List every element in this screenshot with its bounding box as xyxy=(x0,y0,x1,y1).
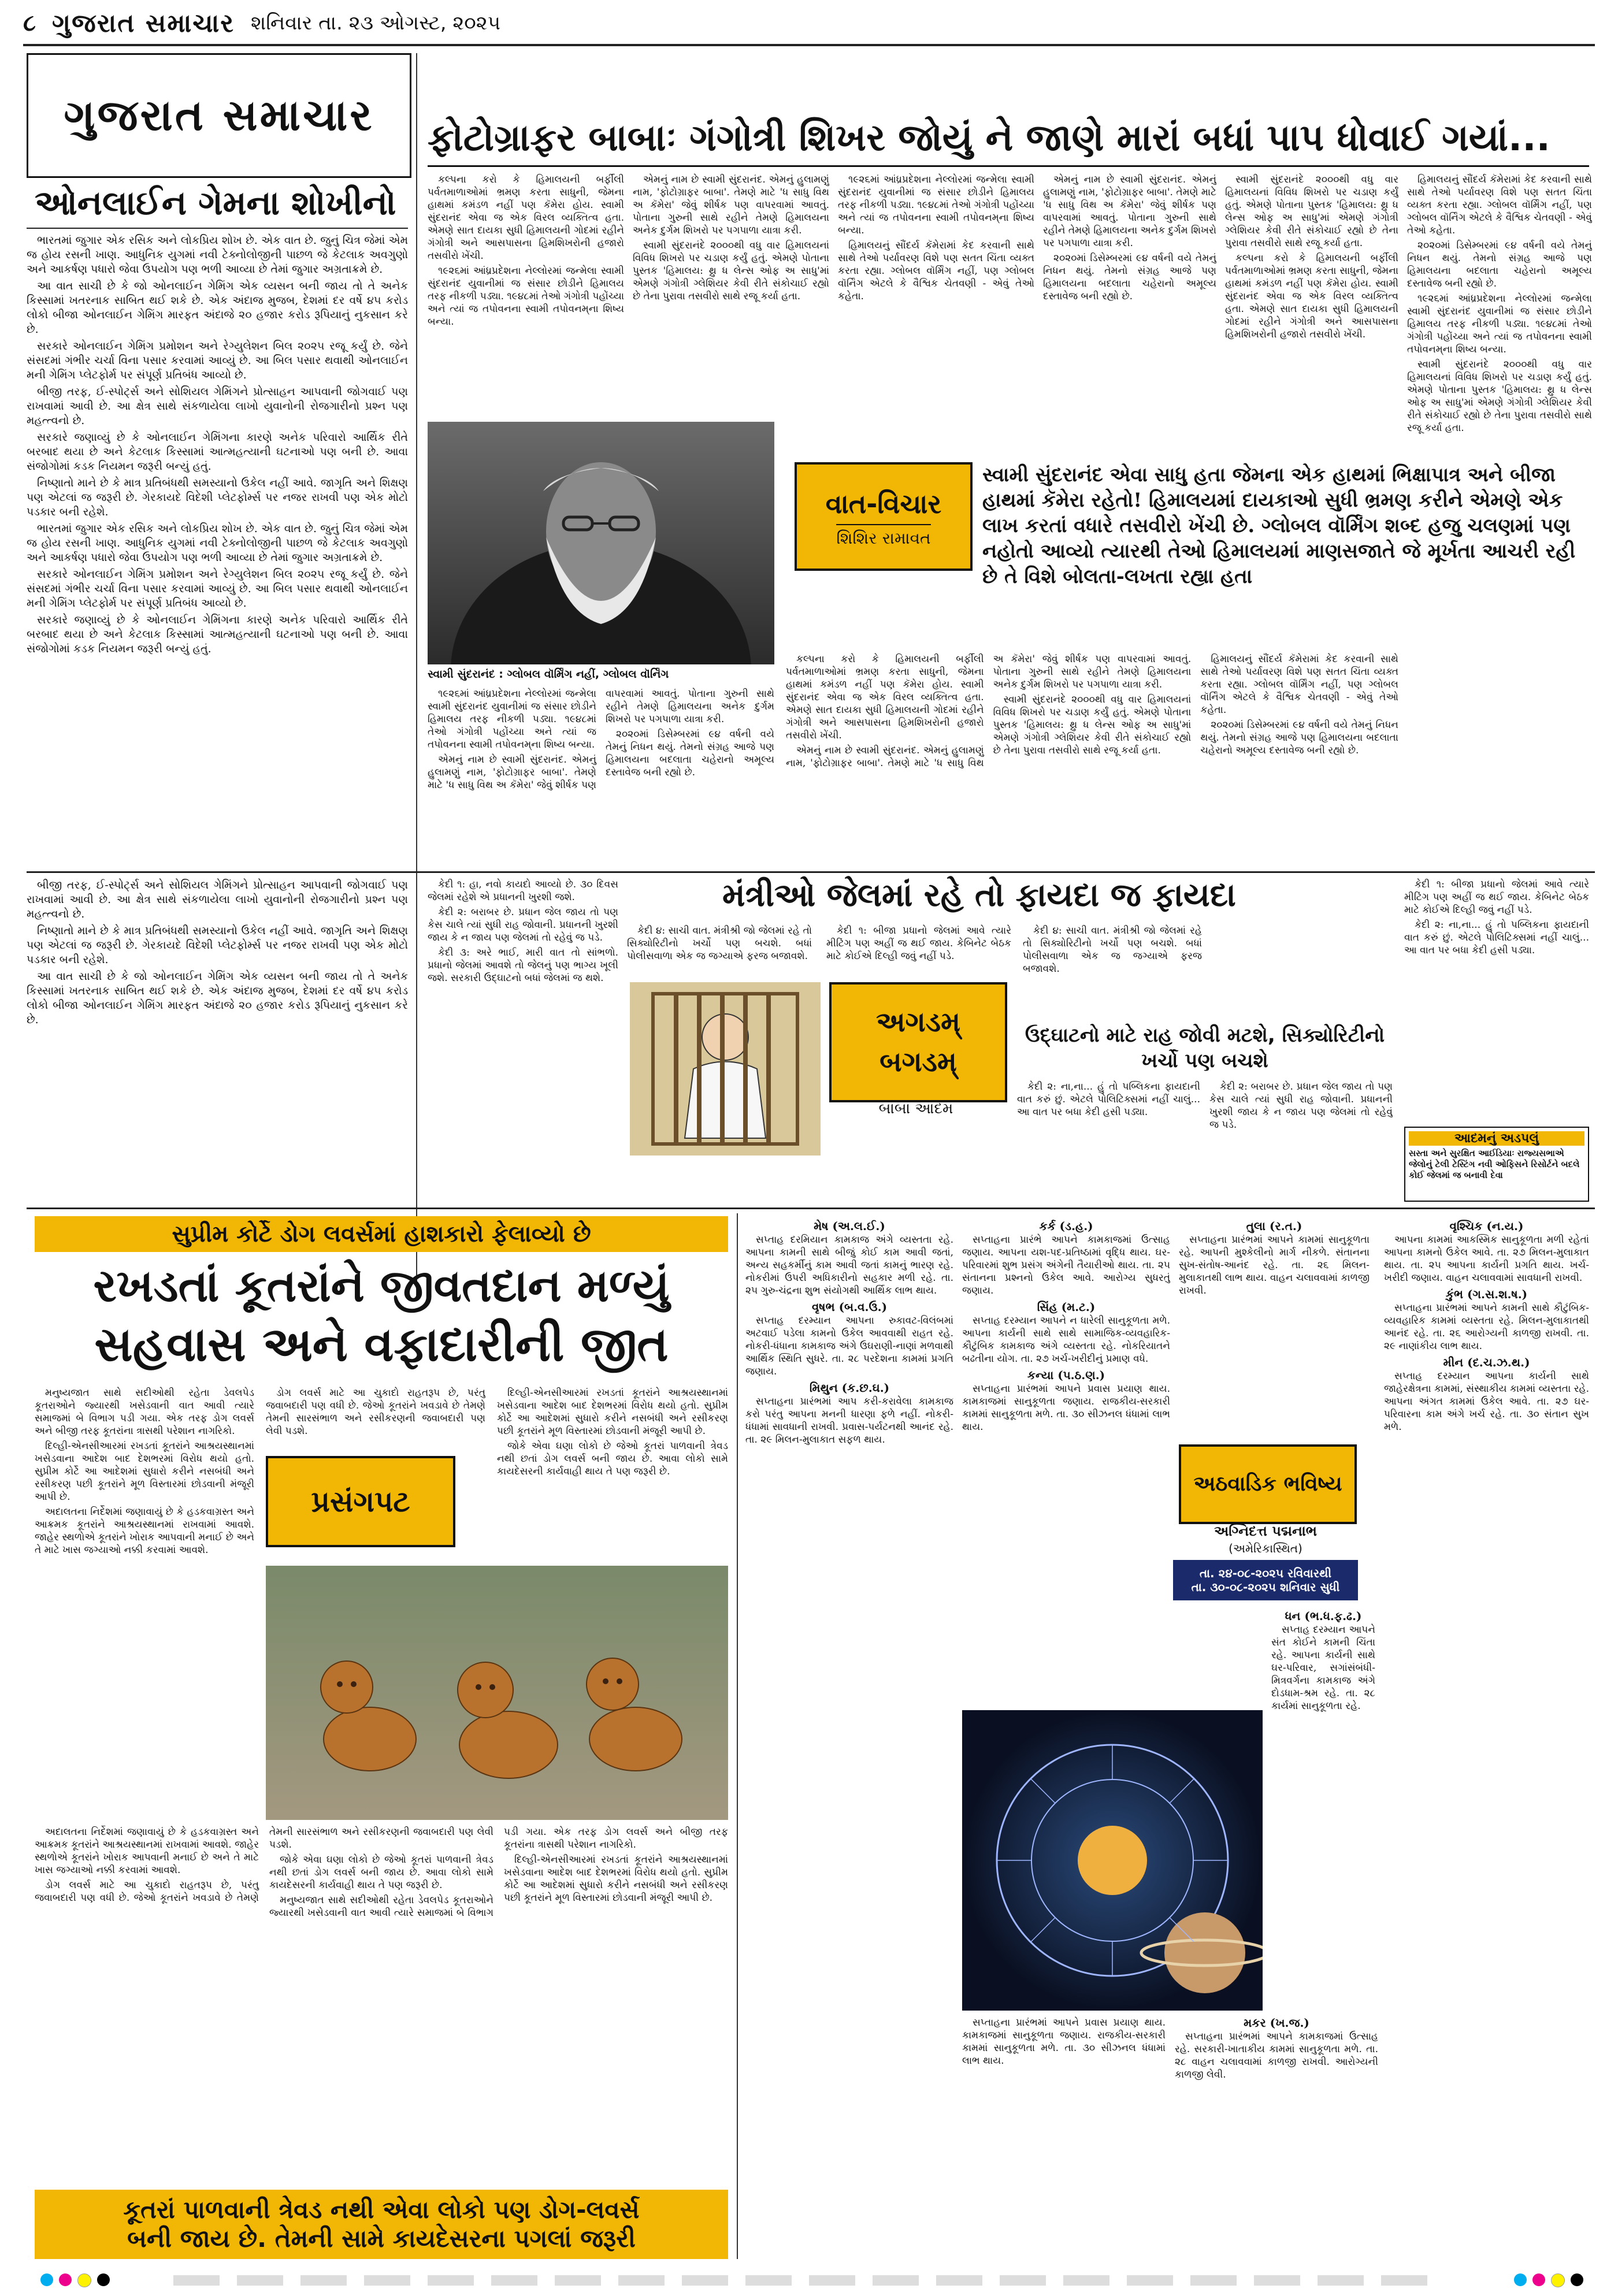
joke-box-title: આદમનું અડપલું xyxy=(1409,1131,1584,1146)
paragraph: ૨૦૨૦માં ડિસેમ્બરમાં ૯૪ વર્ષની વયે તેમનું નિધન થયું. તેમનો સંગ્રહ આજે પણ હિમાલયના બદલાતા ચહેરાનો અમૂલ્ય દસ્તાવેજ બની રહ્યો છે. xyxy=(1407,240,1592,289)
paragraph: કલ્પના કરો કે હિમાલયની બર્ફીલી પર્વતમાળાઓમાં ભ્રમણ કરતા સાધુની, જેમના હાથમાં કમંડળ નહીં પણ કૅમેરા હોય. સ્વામી સુંદરાનંદ એવા જ એક વિરલ વ્યક્તિત્વ હતા. એમણે સાત દાયકા સુધી હિમાલયની ગોદમાં રહીને ગંગોત્રી અને આસપાસના હિમશિખરોની હજારો તસવીરો ખેંચી. xyxy=(786,653,984,741)
lead-body-col4 xyxy=(1043,173,1216,445)
paragraph: આ વાત સાચી છે કે જો ઓનલાઈન ગેમિંગ એક વ્યસન બની જાય તો તે અનેક કિસ્સામાં ખતરનાક સાબિત થઈ શકે છે. એક અંદાજ મુજબ, દેશમાં દર વર્ષે ૪૫ કરોડ લોકો બીજા ઓનલાઈન ગેમિંગ મારફત અંદાજે ૨૦ હજાર કરોડ રૂપિયાનું નુકસાન કરે છે. xyxy=(27,280,408,336)
paragraph: સરકારે જણાવ્યું છે કે ઓનલાઈન ગેમિંગના કારણે અનેક પરિવારો આર્થિક રીતે બરબાદ થયા છે અને કેટલાક કિસ્સામાં આત્મહત્યાની ઘટનાઓ પણ બની છે. આવા સંજોગોમાં કડક નિયમન જરૂરી બન્યું હતું. xyxy=(27,614,408,655)
paragraph: ૧૯૨૬માં આંધ્રપ્રદેશના નેલ્લોરમાં જન્મેલા સ્વામી સુંદરાનંદ યુવાનીમાં જ સંસાર છોડીને હિમાલય તરફ નીકળી પડ્યા. ૧૯૪૮માં તેઓ ગંગોત્રી પહોંચ્યા અને ત્યાં જ તપોવનના સ્વામી તપોવનમ્‌ના શિષ્ય બન્યા. xyxy=(1407,293,1592,355)
sign-text: સપ્તાહના પ્રારંભમાં આપને કામની સાથે કૌટુંબિક-વ્યવહારિક કામમાં વ્યસ્તતા રહે. મિલન-મુલાકાતથી આનંદ રહે. તા. ૨૬ આરોગ્યની કાળજી રાખવી. તા. ૨૯ નાણાંકીય લાભ થાય. xyxy=(1384,1302,1589,1352)
jail-column-author: બાબા આદમ xyxy=(878,1100,953,1117)
dog-footer-line1: કૂતરાં પાળવાની ત્રેવડ નથી એવા લોકો પણ ડોગ-લવર્સ xyxy=(123,2195,640,2224)
sign-heading: કુંભ (ગ.સ.શ.ષ.) xyxy=(1445,1287,1528,1301)
sign-text: સપ્તાહના પ્રારંભમાં આપને પ્રવાસ પ્રયાણ થાય. કામકાજમાં સાનુકૂળતા જણાય. રાજકીય-સરકારી કામમાં સાનુકૂળતા મળે. તા. ૩૦ સીઝનલ ધંધામાં લાભ થાય. xyxy=(962,2017,1166,2067)
sign-heading: સિંહ (મ.ટ.) xyxy=(1037,1300,1096,1314)
yellow-dot xyxy=(1551,2273,1565,2287)
column-tag-line1: અગડમ્ xyxy=(876,1006,960,1038)
paragraph: હિમાલયનું સૌંદર્ય કૅમેરામાં કેદ કરવાની સાથે સાથે તેઓ પર્યાવરણ વિશે પણ સતત ચિંતા વ્યક્ત કરતા રહ્યા. ગ્લોબલ વૉર્મિંગ નહીં, પણ ગ્લોબલ વૉર્નિંગ એટલે કે વૈશ્વિક ચેતવણી - એવું તેઓ કહેતા. xyxy=(1200,653,1398,716)
column-divider xyxy=(416,53,417,1295)
paragraph: દિલ્હી-એનસીઆરમાં રખડતાં કૂતરાંને આશ્રયસ્થાનમાં ખસેડવાના આદેશ બાદ દેશભરમાં વિરોધ થયો હતો. સુપ્રીમ કોર્ટે આ આદેશમાં સુધારો કરીને નસબંધી અને રસીકરણ પછી કૂતરાંને મૂળ વિસ્તારમાં છોડવાની મંજૂરી આપી છે. xyxy=(504,1854,728,1904)
paragraph: ભારતમાં જુગાર એક રસિક અને લોકપ્રિય શોખ છે. એક વાત છે. જુનું ચિત્ર જેમાં એમ જ હોય રસની ખાણ. આધુનિક યુગમાં નવી ટેક્નોલોજીની પાછળ જે કેટલાક અવગુણો અને આકર્ષણ પધારો જેવા ઉપયોગ પણ ભળી આવ્યા છે તેમાં જુગાર અગ્રતાક્રમે છે. xyxy=(27,234,408,276)
paragraph: નિષ્ણાતો માને છે કે માત્ર પ્રતિબંધથી સમસ્યાનો ઉકેલ નહીં આવે. જાગૃતિ અને શિક્ષણ પણ એટલાં જ જરૂરી છે. ગેરકાયદે વિદેશી પ્લેટફોર્મ્સ પર નજર રાખવી પણ એક મોટો પડકાર બની રહેશે. xyxy=(27,924,408,966)
paragraph: ૨૦૨૦માં ડિસેમ્બરમાં ૯૪ વર્ષની વયે તેમનું નિધન થયું. તેમનો સંગ્રહ આજે પણ હિમાલયના બદલાતા ચહેરાનો અમૂલ્ય દસ્તાવેજ બની રહ્યો છે. xyxy=(1200,719,1398,756)
column-tag-label: વાત-વિચાર xyxy=(825,488,942,519)
masthead: ગુજરાત સમાચાર xyxy=(52,8,235,38)
sign-text: સપ્તાહ દરમ્યાન આપના કાર્યની સાથે જાહેરક્ષેત્રના કામમાં, સંસ્થાકીય કામમાં વ્યસ્તતા રહે. આપના અંગત કામમાં ઉકેલ આવે. તા. ૨૭ ઘર-પરિવારના કામ અંગે ખર્ચ રહે. તા. ૩૦ સંતાન સુખ મળે. xyxy=(1384,1370,1589,1433)
joke-box-text: સસ્તા અને સુરક્ષિત આઈડિયાઃ રાજ્યસભાએ જેલોનું ટેલી ટેસ્ટિંગ નવી ઓફિસને રિસોર્ટને બદલે કોઈ જેલમાં જ બનાવી દેવા xyxy=(1409,1148,1580,1180)
paragraph: સ્વામી સુંદરાનંદે ૨૦૦૦થી વધુ વાર હિમાલયનાં વિવિધ શિખરો પર ચડાણ કર્યું હતું. એમણે પોતાના પુસ્તક 'હિમાલય: થ્રુ ધ લેન્સ ઓફ અ સાધુ'માં એમણે ગંગોત્રી ગ્લેશિયર કેવી રીતે સંકોચાઈ રહ્યો છે તેના પુરાવા તસવીરો સાથે રજૂ કર્યા હતા. xyxy=(1407,359,1592,434)
column-tag-label: પ્રસંગપટ xyxy=(311,1484,410,1518)
jail-body-col4 xyxy=(1023,924,1202,1017)
paragraph: ૧૯૨૬માં આંધ્રપ્રદેશના નેલ્લોરમાં જન્મેલા સ્વામી સુંદરાનંદ યુવાનીમાં જ સંસાર છોડીને હિમાલય તરફ નીકળી પડ્યા. ૧૯૪૮માં તેઓ ગંગોત્રી પહોંચ્યા અને ત્યાં જ તપોવનના સ્વામી તપોવનમ્‌ના શિષ્ય બન્યા. xyxy=(428,688,596,751)
paragraph: મનુષ્યજાત સાથે સદીઓથી રહેતા ડેવલપેડ કૂતરાઓને જ્યારથી ખસેડવાની વાત આવી ત્યારે સમાજમાં બે વિભાગ પડી ગયા. એક તરફ ડોગ લવર્સ અને બીજી તરફ કૂતરાંના ત્રાસથી પરેશાન નાગરિકો. xyxy=(269,1826,728,1919)
jail-body-col5 xyxy=(1017,1080,1393,1202)
dog-footer-line2: બની જાય છે. તેમની સામે કાયદેસરના પગલાં જરૂરી xyxy=(127,2224,636,2253)
paragraph: મનુષ્યજાત સાથે સદીઓથી રહેતા ડેવલપેડ કૂતરાઓને જ્યારથી ખસેડવાની વાત આવી ત્યારે સમાજમાં બે વિભાગ પડી ગયા. એક તરફ ડોગ લવર્સ અને બીજી તરફ કૂતરાંના ત્રાસથી પરેશાન નાગરિકો. xyxy=(35,1387,254,1437)
lead-body-col5 xyxy=(1225,173,1398,445)
sign-text: સપ્તાહ દરમ્યાન આપને ન ધારેલી સાનુકૂળતા મળે. આપના કાર્યની સાથે સાથે સામાજિક-વ્યવહારિક-કૌટુંબિક કામકાજ અંગે વ્યસ્તતા રહે. નોકરિયાતને બઢતીના યોગ. તા. ૨૭ ખર્ચ-ખરીદીનું પ્રમાણ વધે. xyxy=(962,1315,1170,1365)
left-story-rule xyxy=(27,228,408,229)
lead-body-lower xyxy=(786,653,1398,867)
sign-heading: મકર (ખ.જ.) xyxy=(1244,2016,1309,2030)
column-author: શિશિર રામાવત xyxy=(836,524,930,548)
paragraph: બીજી તરફ, ઈ-સ્પોર્ટ્સ અને સોશિયલ ગેમિંગને પ્રોત્સાહન આપવાની જોગવાઈ પણ રાખવામાં આવી છે. આ ક્ષેત્ર સાથે સંકળાયેલા લાખો યુવાનોની રોજગારીનો પ્રશ્ન પણ મહત્ત્વનો છે. xyxy=(27,385,408,427)
sign-text: સપ્તાહના પ્રારંભમાં આપને કામમાં સાનુકૂળતા રહે. આપની મુશ્કેલીનો માર્ગ નીકળે. સંતાનના સુખ-સંતોષ-આનંદ રહે. તા. ૨૬ મિલન-મુલાકાતથી લાભ થાય. વાહન ચલાવવામાં કાળજી રાખવી. xyxy=(1179,1234,1370,1296)
paragraph: એમનું નામ છે સ્વામી સુંદરાનંદ. એમનું હુલામણું નામ, 'ફોટોગ્રાફર બાબા'. તેમણે માટે 'ધ સાધુ વિથ અ કૅમેરા' જેવું શીર્ષક પણ વાપરવામાં આવતું. પોતાના ગુરુની સાથે રહીને તેમણે હિમાલયના અનેક દુર્ગમ શિખરો પર પગપાળા યાત્રા કરી. xyxy=(428,688,774,791)
paragraph: કેદી ૨: બરાબર છે. પ્રધાન જેલ જાય તો પણ કેસ ચાલે ત્યાં સુધી રાહ જોવાની. પ્રધાનની ખુરશી જાય કે ન જાય પણ જેલમાં તો રહેવું જ પડે. xyxy=(1209,1081,1393,1131)
column-tag-agadam-bagadam xyxy=(829,982,1007,1102)
section-rule xyxy=(27,871,1595,873)
paragraph: કેદી ૪: સાચી વાત. મંત્રીશ્રી જો જેલમાં રહે તો સિક્યોરિટીનો ખર્ચો પણ બચશે. બધાં પોલીસવાળા એક જ જગ્યાએ ફરજ બજાવશે. xyxy=(627,925,812,962)
dog-body-col3 xyxy=(497,1387,728,1560)
lead-headline: ફોટોગ્રાફર બાબાઃ ગંગોત્રી શિખર જોયું ને જાણે મારાં બધાં પાપ ધોવાઈ ગયાં... xyxy=(428,117,1550,159)
lead-body-lower-left xyxy=(428,688,774,867)
paragraph: ડોગ લવર્સ માટે આ ચુકાદો રાહતરૂપ છે, પરંતુ જવાબદારી પણ વધી છે. જેઓ કૂતરાંને ખવડાવે છે તેમણે તેમની સારસંભાળ અને રસીકરણની જવાબદારી પણ લેવી પડશે. xyxy=(35,1826,493,1904)
lead-body-col2 xyxy=(633,173,829,416)
horoscope-col4 xyxy=(1384,1216,1589,2256)
paragraph: કેદી ૧: બીજા પ્રધાનો જેલમાં આવે ત્યારે મીટિંગ પણ અહીં જ થઈ જાય. કેબિનેટ બેઠક માટે કોઈએ દિલ્હી જવું નહીં પડે. xyxy=(826,925,1011,962)
paragraph: ડોગ લવર્સ માટે આ ચુકાદો રાહતરૂપ છે, પરંતુ જવાબદારી પણ વધી છે. જેઓ કૂતરાંને ખવડાવે છે તેમણે તેમની સારસંભાળ અને રસીકરણની જવાબદારી પણ લેવી પડશે. xyxy=(266,1387,485,1437)
paragraph: કેદી ૨: ના,ના... હું તો પબ્લિકના ફાયદાની વાત કરું છું. એટલે પોલિટિક્સમાં નહીં ચાલું... આ વાત પર બધા કેદી હસી પડ્યા. xyxy=(1017,1081,1200,1118)
puppies-image xyxy=(266,1566,728,1820)
sign-heading: કર્ક (ડ.હ.) xyxy=(1039,1219,1093,1233)
sign-text: સપ્તાહના પ્રારંભમાં આપ કરી-કરાવેલા કામકાજ કરો પરંતુ આપના મનની ધારણા ફળે નહીં. નોકરી-ધંધામાં સાવધાની રાખવી. પ્રવાસ-પર્યટનથી આનંદ રહે. તા. ૨૯ મિલન-મુલાકાત સફળ થાય. xyxy=(745,1396,953,1446)
paragraph: જોકે એવા ઘણા લોકો છે જેઓ કૂતરાં પાળવાની ત્રેવડ નથી છતાં ડોગ લવર્સ બની જાય છે. આવા લોકો સામે કાયદેસરની કાર્યવાહી થાય તે પણ જરૂરી છે. xyxy=(497,1440,728,1477)
paragraph: આ વાત સાચી છે કે જો ઓનલાઈન ગેમિંગ એક વ્યસન બની જાય તો તે અનેક કિસ્સામાં ખતરનાક સાબિત થઈ શકે છે. એક અંદાજ મુજબ, દેશમાં દર વર્ષે ૪૫ કરોડ લોકો બીજા ઓનલાઈન ગેમિંગ મારફત અંદાજે ૨૦ હજાર કરોડ રૂપિયાનું નુકસાન કરે છે. xyxy=(27,970,408,1026)
lead-photo xyxy=(428,422,774,664)
dog-headline-1: રખડતાં કૂતરાંને જીવતદાન મળ્યું xyxy=(93,1260,670,1312)
dog-body-col2 xyxy=(266,1387,485,1450)
paragraph: કેદી ૧: બીજા પ્રધાનો જેલમાં આવે ત્યારે મીટિંગ પણ અહીં જ થઈ જાય. કેબિનેટ બેઠક માટે કોઈએ દિલ્હી જવું નહીં પડે. xyxy=(1404,879,1589,916)
sign-text: આપના કામમાં આકસ્મિક સાનુકૂળતા મળી રહેતાં આપના કામનો ઉકેલ આવે. તા. ૨૭ મિલન-મુલાકાત થાય. તા. ૨૫ આપના કાર્યની પ્રગતિ થાય. ખર્ચ-ખરીદી જણાય. વાહન ચલાવવામાં સાવધાની રાખવી. xyxy=(1384,1234,1589,1284)
paragraph: સરકારે ઓનલાઈન ગેમિંગ પ્રમોશન અને રેગ્યુલેશન બિલ ૨૦૨૫ રજૂ કર્યું છે. જેને સંસદમાં ગંભીર ચર્ચા વિના પસાર કરવામાં આવ્યું છે. આ બિલ પસાર થવાથી ઓનલાઈન મની ગેમિંગ પ્લેટફોર્મ પર સંપૂર્ણ પ્રતિબંધ આવ્યો છે. xyxy=(27,568,408,610)
paragraph: દિલ્હી-એનસીઆરમાં રખડતાં કૂતરાંને આશ્રયસ્થાનમાં ખસેડવાના આદેશ બાદ દેશભરમાં વિરોધ થયો હતો. સુપ્રીમ કોર્ટે આ આદેશમાં સુધારો કરીને નસબંધી અને રસીકરણ પછી કૂતરાંને મૂળ વિસ્તારમાં છોડવાની મંજૂરી આપી છે. xyxy=(497,1387,728,1437)
horoscope-col3b xyxy=(1271,1606,1375,2011)
dog-kicker: સુપ્રીમ કોર્ટે ડોગ લવર્સમાં હાશકારો ફેલાવ્યો છે xyxy=(35,1216,728,1252)
sign-text: સપ્તાહ દરમ્યાન આપને સંત કોઈને કામની ચિંતા રહે. આપના કાર્યની સાથે ઘર-પરિવાર, સગાંસંબંધી-મિત્રવર્ગના કામકાજ અંગે દોડધામ-શ્રમ રહે. તા. ૨૮ કાર્યમાં સાનુકૂળતા રહે. xyxy=(1271,1624,1375,1712)
paragraph: ૧૯૨૬માં આંધ્રપ્રદેશના નેલ્લોરમાં જન્મેલા સ્વામી સુંદરાનંદ યુવાનીમાં જ સંસાર છોડીને હિમાલય તરફ નીકળી પડ્યા. ૧૯૪૮માં તેઓ ગંગોત્રી પહોંચ્યા અને ત્યાં જ તપોવનના સ્વામી તપોવનમ્‌ના શિષ્ય બન્યા. xyxy=(838,174,1034,236)
column-tag-label: અઠવાડિક ભવિષ્ય xyxy=(1193,1472,1342,1496)
horoscope-col3c xyxy=(962,2016,1378,2253)
left-story-continued xyxy=(27,878,408,1202)
horoscope-date-box xyxy=(1173,1560,1358,1600)
paragraph: કેદી ૩: અરે ભાઈ, મારી વાત તો સાંભળો. પ્રધાનો જેલમાં આવશે તો જેલનું પણ ભાગ્ય ખૂલી જશે. સરકારી ઉદ્ઘાટનો બધાં જેલમાં જ થશે. xyxy=(428,947,618,984)
logo-box xyxy=(27,53,411,178)
cyan-dot xyxy=(40,2273,53,2286)
paragraph: કેદી ૧: હા, નવો કાયદો આવ્યો છે. ૩૦ દિવસ જેલમાં રહેશે એ પ્રધાનની ખુરશી જશે. xyxy=(428,879,618,903)
paragraph: જોકે એવા ઘણા લોકો છે જેઓ કૂતરાં પાળવાની ત્રેવડ નથી છતાં ડોગ લવર્સ બની જાય છે. આવા લોકો સામે કાયદેસરની કાર્યવાહી થાય તે પણ જરૂરી છે. xyxy=(269,1854,493,1891)
lead-headline-rule xyxy=(428,113,1589,167)
page-number: ૮ xyxy=(23,10,36,36)
pull-quote: સ્વામી સુંદરાનંદ એવા સાધુ હતા જેમના એક હાથમાં ભિક્ષાપાત્ર અને બીજા હાથમાં કૅમેરા રહેતો! હિમાલયમાં દાયકાઓ સુધી ભ્રમણ કરીને એમણે એક લાખ કરતાં વધારે તસવીરો ખેંચી છે. ગ્લોબલ વૉર્મિંગ શબ્દ હજુ ચલણમાં પણ નહોતો આવ્યો ત્યારથી તેઓ હિમાલયમાં માણસજાતે જે મૂર્ખતા આચરી રહી છે તે વિશે બોલતા-લખતા રહ્યા હતા xyxy=(982,463,1576,588)
prisoner-behind-bars-image xyxy=(630,982,821,1156)
header-rule xyxy=(23,44,1595,46)
jail-body-col2 xyxy=(627,924,812,982)
sign-heading: મીન (દ.ચ.ઝ.થ.) xyxy=(1443,1355,1530,1369)
sadhu-portrait-image xyxy=(428,422,774,664)
column-tag-horoscope xyxy=(1179,1444,1357,1524)
logo-text: ગુજરાત સમાચાર xyxy=(64,90,374,140)
paragraph: એમનું નામ છે સ્વામી સુંદરાનંદ. એમનું હુલામણું નામ, 'ફોટોગ્રાફર બાબા'. તેમણે માટે 'ધ સાધુ વિથ અ કૅમેરા' જેવું શીર્ષક પણ વાપરવામાં આવતું. પોતાના ગુરુની સાથે રહીને તેમણે હિમાલયના અનેક દુર્ગમ શિખરો પર પગપાળા યાત્રા કરી. xyxy=(1043,174,1216,249)
paragraph: દિલ્હી-એનસીઆરમાં રખડતાં કૂતરાંને આશ્રયસ્થાનમાં ખસેડવાના આદેશ બાદ દેશભરમાં વિરોધ થયો હતો. સુપ્રીમ કોર્ટે આ આદેશમાં સુધારો કરીને નસબંધી અને રસીકરણ પછી કૂતરાંને મૂળ વિસ્તારમાં છોડવાની મંજૂરી આપી છે. xyxy=(35,1440,254,1503)
paragraph: અદાલતના નિર્દેશમાં જણાવાયું છે કે હડકવાગ્રસ્ત અને આક્રમક કૂતરાંને આશ્રયસ્થાનમાં રાખવામાં આવશે. જાહેર સ્થળોએ કૂતરાંને ખોરાક આપવાની મનાઈ છે અને તે માટે ખાસ જગ્યાઓ નક્કી કરવામાં આવશે. xyxy=(35,1506,254,1556)
left-story-headline: ઓનલાઈન ગેમના શોખીનો xyxy=(35,183,396,222)
column-tag-prasangpat xyxy=(266,1456,455,1547)
paragraph: કલ્પના કરો કે હિમાલયની બર્ફીલી પર્વતમાળાઓમાં ભ્રમણ કરતા સાધુની, જેમના હાથમાં કમંડળ નહીં પણ કૅમેરા હોય. સ્વામી સુંદરાનંદ એવા જ એક વિરલ વ્યક્તિત્વ હતા. એમણે સાત દાયકા સુધી હિમાલયની ગોદમાં રહીને ગંગોત્રી અને આસપાસના હિમશિખરોની હજારો તસવીરો ખેંચી. xyxy=(428,174,624,262)
column-divider xyxy=(737,1213,738,2259)
cyan-dot xyxy=(1514,2273,1527,2286)
sign-heading: કન્યા (પ.ઠ.ણ.) xyxy=(1027,1368,1105,1382)
date-range-1: તા. ૨૪-૦૮-૨૦૨૫ રવિવારથી xyxy=(1199,1566,1332,1580)
paragraph: કેદી ૨: બરાબર છે. પ્રધાન જેલ જાય તો પણ કેસ ચાલે ત્યાં સુધી રાહ જોવાની. પ્રધાનની ખુરશી જાય કે ન જાય પણ જેલમાં તો રહેવું જ પડે. xyxy=(428,906,618,943)
paragraph: એમનું નામ છે સ્વામી સુંદરાનંદ. એમનું હુલામણું નામ, 'ફોટોગ્રાફર બાબા'. તેમણે માટે 'ધ સાધુ વિથ અ કૅમેરા' જેવું શીર્ષક પણ વાપરવામાં આવતું. પોતાના ગુરુની સાથે રહીને તેમણે હિમાલયના અનેક દુર્ગમ શિખરો પર પગપાળા યાત્રા કરી. xyxy=(786,653,1192,769)
sign-text: સપ્તાહના પ્રારંભમાં આપને પ્રવાસ પ્રયાણ થાય. કામકાજમાં સાનુકૂળતા જણાય. રાજકીય-સરકારી કામમાં સાનુકૂળતા મળે. તા. ૩૦ સીઝનલ ધંધામાં લાભ થાય. xyxy=(962,1383,1170,1433)
left-story-body xyxy=(27,233,408,863)
dog-headline-2: સહવાસ અને વફાદારીની જીત xyxy=(94,1317,669,1372)
horoscope-col1 xyxy=(745,1216,953,2256)
lead-body-col3 xyxy=(838,173,1034,445)
paragraph: ૨૦૨૦માં ડિસેમ્બરમાં ૯૪ વર્ષની વયે તેમનું નિધન થયું. તેમનો સંગ્રહ આજે પણ હિમાલયના બદલાતા ચહેરાનો અમૂલ્ય દસ્તાવેજ બની રહ્યો છે. xyxy=(606,729,774,778)
black-dot xyxy=(1571,2273,1583,2286)
paragraph: સ્વામી સુંદરાનંદે ૨૦૦૦થી વધુ વાર હિમાલયનાં વિવિધ શિખરો પર ચડાણ કર્યું હતું. એમણે પોતાના પુસ્તક 'હિમાલય: થ્રુ ધ લેન્સ ઓફ અ સાધુ'માં એમણે ગંગોત્રી ગ્લેશિયર કેવી રીતે સંકોચાઈ રહ્યો છે તેના પુરાવા તસવીરો સાથે રજૂ કર્યા હતા. xyxy=(1225,174,1398,249)
paragraph: ૧૯૨૬માં આંધ્રપ્રદેશના નેલ્લોરમાં જન્મેલા સ્વામી સુંદરાનંદ યુવાનીમાં જ સંસાર છોડીને હિમાલય તરફ નીકળી પડ્યા. ૧૯૪૮માં તેઓ ગંગોત્રી પહોંચ્યા અને ત્યાં જ તપોવનના સ્વામી તપોવનમ્‌ના શિષ્ય બન્યા. xyxy=(428,265,624,328)
date-range-2: તા. ૩૦-૦૮-૨૦૨૫ શનિવાર સુધી xyxy=(1191,1580,1340,1594)
dog-photo xyxy=(266,1566,728,1820)
sign-heading: ધન (ભ.ધ.ફ.ઢ.) xyxy=(1285,1609,1362,1623)
grey-scale-strip xyxy=(173,2275,1445,2286)
horoscope-author: અગ્નિદત્ત પદ્મનાભ xyxy=(1214,1523,1317,1539)
print-marks-left xyxy=(40,2273,116,2287)
jail-subhead: ઉદ્ઘાટનો માટે રાહ જોવી મટશે, સિક્યોરિટીનો ખર્ચો પણ બચશે xyxy=(1025,1024,1385,1072)
paragraph: બીજી તરફ, ઈ-સ્પોર્ટ્સ અને સોશિયલ ગેમિંગને પ્રોત્સાહન આપવાની જોગવાઈ પણ રાખવામાં આવી છે. આ ક્ષેત્ર સાથે સંકળાયેલા લાખો યુવાનોની રોજગારીનો પ્રશ્ન પણ મહત્ત્વનો છે. xyxy=(27,879,408,920)
paragraph: નિષ્ણાતો માને છે કે માત્ર પ્રતિબંધથી સમસ્યાનો ઉકેલ નહીં આવે. જાગૃતિ અને શિક્ષણ પણ એટલાં જ જરૂરી છે. ગેરકાયદે વિદેશી પ્લેટફોર્મ્સ પર નજર રાખવી પણ એક મોટો પડકાર બની રહેશે. xyxy=(27,477,408,518)
jail-cartoon xyxy=(630,982,821,1156)
page-header xyxy=(23,6,1595,40)
paragraph: સરકારે ઓનલાઈન ગેમિંગ પ્રમોશન અને રેગ્યુલેશન બિલ ૨૦૨૫ રજૂ કર્યું છે. જેને સંસદમાં ગંભીર ચર્ચા વિના પસાર કરવામાં આવ્યું છે. આ બિલ પસાર થવાથી ઓનલાઈન મની ગેમિંગ પ્લેટફોર્મ પર સંપૂર્ણ પ્રતિબંધ આવ્યો છે. xyxy=(27,340,408,381)
dog-body-col1 xyxy=(35,1387,254,1826)
sign-heading: તુલા (ર.ત.) xyxy=(1246,1219,1302,1233)
column-tag-vaat-vichar xyxy=(795,462,973,571)
lead-body-col1 xyxy=(428,173,624,416)
paragraph: એમનું નામ છે સ્વામી સુંદરાનંદ. એમનું હુલામણું નામ, 'ફોટોગ્રાફર બાબા'. તેમણે માટે 'ધ સાધુ વિથ અ કૅમેરા' જેવું શીર્ષક પણ વાપરવામાં આવતું. પોતાના ગુરુની સાથે રહીને તેમણે હિમાલયના અનેક દુર્ગમ શિખરો પર પગપાળા યાત્રા કરી. xyxy=(633,174,829,236)
jail-body-col6 xyxy=(1404,878,1589,1121)
magenta-dot xyxy=(1532,2273,1545,2286)
date-line: શનિવાર તા. ૨૩ ઓગસ્ટ, ૨૦૨૫ xyxy=(250,12,501,35)
sign-heading: મિથુન (ક.છ.ઘ.) xyxy=(809,1381,890,1395)
dog-body-bottom xyxy=(35,1826,728,2184)
paragraph: ભારતમાં જુગાર એક રસિક અને લોકપ્રિય શોખ છે. એક વાત છે. જુનું ચિત્ર જેમાં એમ જ હોય રસની ખાણ. આધુનિક યુગમાં નવી ટેક્નોલોજીની પાછળ જે કેટલાક અવગુણો અને આકર્ષણ પધારો જેવા ઉપયોગ પણ ભળી આવ્યા છે તેમાં જુગાર અગ્રતાક્રમે છે. xyxy=(27,522,408,564)
horoscope-col3 xyxy=(1179,1216,1370,1441)
dog-footer xyxy=(35,2190,728,2259)
jail-body-col3 xyxy=(826,924,1011,979)
horoscope-author-note: (અમેરિકાસ્થિત) xyxy=(1229,1541,1302,1555)
paragraph: ૨૦૨૦માં ડિસેમ્બરમાં ૯૪ વર્ષની વયે તેમનું નિધન થયું. તેમનો સંગ્રહ આજે પણ હિમાલયના બદલાતા ચહેરાનો અમૂલ્ય દસ્તાવેજ બની રહ્યો છે. xyxy=(1043,252,1216,302)
paragraph: કલ્પના કરો કે હિમાલયની બર્ફીલી પર્વતમાળાઓમાં ભ્રમણ કરતા સાધુની, જેમના હાથમાં કમંડળ નહીં પણ કૅમેરા હોય. સ્વામી સુંદરાનંદ એવા જ એક વિરલ વ્યક્તિત્વ હતા. એમણે સાત દાયકા સુધી હિમાલયની ગોદમાં રહીને ગંગોત્રી અને આસપાસના હિમશિખરોની હજારો તસવીરો ખેંચી. xyxy=(1225,252,1398,340)
sign-text: સપ્તાહના પ્રારંભમાં આપને કામકાજમાં ઉત્સાહ રહે. સરકારી-ખાતાકીય કામમાં સાનુકૂળતા મળે. તા. ૨૮ વાહન ચલાવવામાં કાળજી રાખવી. આરોગ્યની કાળજી લેવી. xyxy=(1175,2031,1378,2080)
paragraph: સ્વામી સુંદરાનંદે ૨૦૦૦થી વધુ વાર હિમાલયનાં વિવિધ શિખરો પર ચડાણ કર્યું હતું. એમણે પોતાના પુસ્તક 'હિમાલય: થ્રુ ધ લેન્સ ઓફ અ સાધુ'માં એમણે ગંગોત્રી ગ્લેશિયર કેવી રીતે સંકોચાઈ રહ્યો છે તેના પુરાવા તસવીરો સાથે રજૂ કર્યા હતા. xyxy=(633,240,829,302)
paragraph: હિમાલયનું સૌંદર્ય કૅમેરામાં કેદ કરવાની સાથે સાથે તેઓ પર્યાવરણ વિશે પણ સતત ચિંતા વ્યક્ત કરતા રહ્યા. ગ્લોબલ વૉર્મિંગ નહીં, પણ ગ્લોબલ વૉર્નિંગ એટલે કે વૈશ્વિક ચેતવણી - એવું તેઓ કહેતા. xyxy=(838,240,1034,302)
paragraph: કેદી ૨: ના,ના... હું તો પબ્લિકના ફાયદાની વાત કરું છું. એટલે પોલિટિક્સમાં નહીં ચાલું... આ વાત પર બધા કેદી હસી પડ્યા. xyxy=(1404,919,1589,956)
jail-body-col1 xyxy=(428,878,618,1202)
zodiac-image xyxy=(962,1710,1263,2011)
jail-headline: મંત્રીઓ જેલમાં રહે તો ફાયદા જ ફાયદા xyxy=(722,876,1236,914)
sign-heading: વૃશ્ચિક (ન.ય.) xyxy=(1449,1219,1524,1233)
column-tag-line2: બગડમ્ xyxy=(879,1046,957,1078)
magenta-dot xyxy=(59,2273,72,2286)
paragraph: કેદી ૪: સાચી વાત. મંત્રીશ્રી જો જેલમાં રહે તો સિક્યોરિટીનો ખર્ચો પણ બચશે. બધાં પોલીસવાળા એક જ જગ્યાએ ફરજ બજાવશે. xyxy=(1023,925,1202,975)
sign-text: સપ્તાહ દરમિયાન કામકાજ અંગે વ્યસ્તતા રહે. આપના કામની સાથે બીજું કોઈ કામ આવી જતાં, અન્ય સહકર્મીનું કામ આવી જતાં કામનું ભારણ રહે. નોકરીમાં ઉપરી અધિકારીનો સહકાર મળી રહે. તા. ૨૫ ગુરુ-ચંદ્રના શુભ સંયોગથી આર્થિક લાભ થાય. xyxy=(745,1234,953,1296)
paragraph: હિમાલયનું સૌંદર્ય કૅમેરામાં કેદ કરવાની સાથે સાથે તેઓ પર્યાવરણ વિશે પણ સતત ચિંતા વ્યક્ત કરતા રહ્યા. ગ્લોબલ વૉર્મિંગ નહીં, પણ ગ્લોબલ વૉર્નિંગ એટલે કે વૈશ્વિક ચેતવણી - એવું તેઓ કહેતા. xyxy=(1407,174,1592,236)
paragraph: સરકારે જણાવ્યું છે કે ઓનલાઈન ગેમિંગના કારણે અનેક પરિવારો આર્થિક રીતે બરબાદ થયા છે અને કેટલાક કિસ્સામાં આત્મહત્યાની ઘટનાઓ પણ બની છે. આવા સંજોગોમાં કડક નિયમન જરૂરી બન્યું હતું. xyxy=(27,431,408,473)
sign-heading: વૃષભ (બ.વ.ઉ.) xyxy=(811,1300,888,1314)
sign-heading: મેષ (અ.લ.ઈ.) xyxy=(814,1219,885,1233)
joke-box xyxy=(1404,1127,1589,1202)
print-marks-right xyxy=(1514,2273,1589,2287)
paragraph: સ્વામી સુંદરાનંદે ૨૦૦૦થી વધુ વાર હિમાલયનાં વિવિધ શિખરો પર ચડાણ કર્યું હતું. એમણે પોતાના પુસ્તક 'હિમાલય: થ્રુ ધ લેન્સ ઓફ અ સાધુ'માં એમણે ગંગોત્રી ગ્લેશિયર કેવી રીતે સંકોચાઈ રહ્યો છે તેના પુરાવા તસવીરો સાથે રજૂ કર્યા હતા. xyxy=(993,694,1192,756)
sign-text: સપ્તાહ દરમ્યાન આપના રુકાવટ-વિલંબમાં અટવાઈ પડેલા કામનો ઉકેલ આવવાથી રાહત રહે. નોકરી-ધંધાના કામકાજ અંગે ઉઘરાણી-નાણાં મળવાથી આર્થિક સ્થિતિ સુધરે. તા. ૨૮ પરદેશના કામમાં પ્રગતિ જણાય. xyxy=(745,1315,953,1377)
zodiac-wheel-image xyxy=(962,1710,1263,2011)
paragraph: અદાલતના નિર્દેશમાં જણાવાયું છે કે હડકવાગ્રસ્ત અને આક્રમક કૂતરાંને આશ્રયસ્થાનમાં રાખવામાં આવશે. જાહેર સ્થળોએ કૂતરાંને ખોરાક આપવાની મનાઈ છે અને તે માટે ખાસ જગ્યાઓ નક્કી કરવામાં આવશે. xyxy=(35,1826,259,1876)
yellow-dot xyxy=(77,2273,91,2287)
sign-text: સપ્તાહના પ્રારંભે આપને કામકાજમાં ઉત્સાહ જણાય. આપના યશ-પદ-પ્રતિષ્ઠામાં વૃદ્ધિ થાય. ઘર-પરિવારમાં શુભ પ્રસંગ અંગેની તૈયારીઓ થાય. તા. ૨૫ સંતાનના પ્રશ્નનો ઉકેલ આવે. આરોગ્ય સુધરતું જણાય. xyxy=(962,1234,1170,1296)
lead-photo-caption: સ્વામી સુંદરાનંદ : ગ્લોબલ વૉર્મિંગ નહીં, ગ્લોબલ વૉર્નિંગ xyxy=(428,668,669,681)
section-rule xyxy=(27,1208,1595,1209)
black-dot xyxy=(97,2273,110,2286)
